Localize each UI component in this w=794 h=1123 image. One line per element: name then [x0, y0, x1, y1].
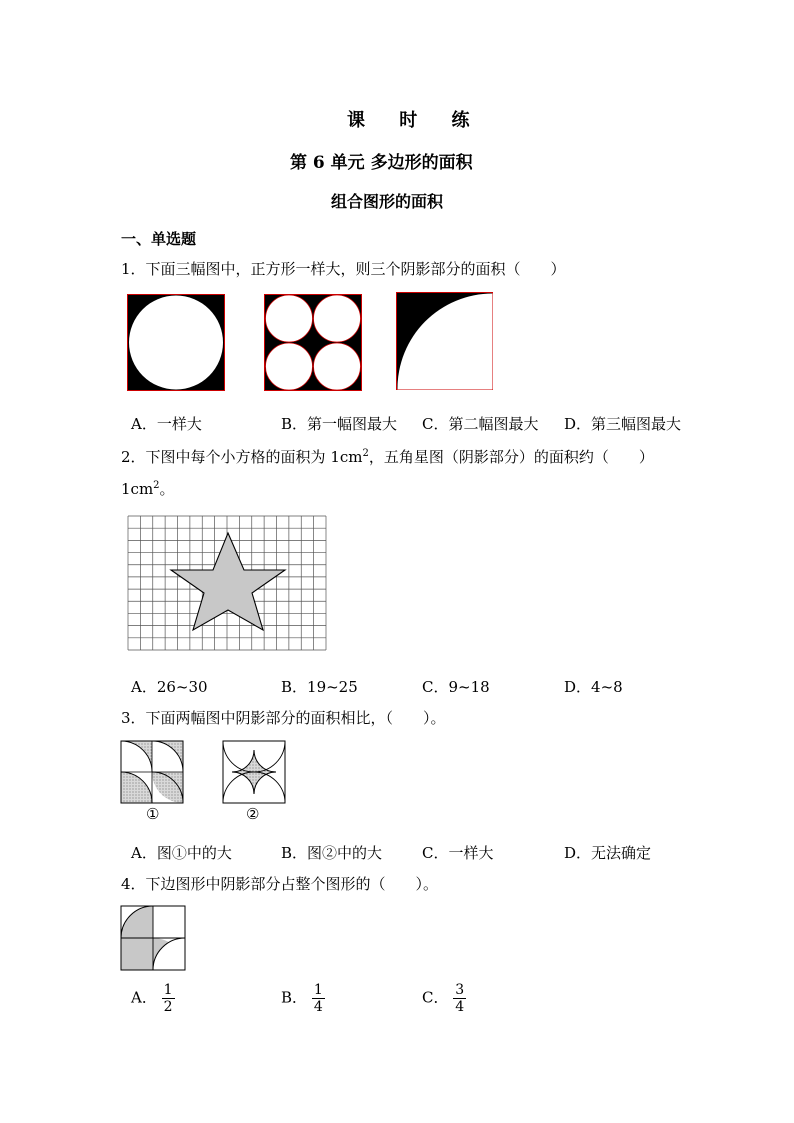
q1-figure-3 — [396, 292, 494, 391]
q1-option-b[interactable]: B．第一幅图最大 — [281, 415, 398, 433]
q3-figure-2 — [222, 740, 286, 804]
numerator: 3 — [455, 982, 465, 998]
question-text-a: 下图中每个小方格的面积为 1cm — [145, 448, 363, 466]
question-number: 3． — [121, 709, 146, 727]
q2-option-c[interactable]: C．9~18 — [422, 678, 490, 696]
q3-option-c[interactable]: C．一样大 — [422, 844, 494, 862]
q3-option-d[interactable]: D．无法确定 — [564, 844, 652, 862]
q3-figure-1 — [120, 740, 184, 804]
lesson-title: 组合图形的面积 — [331, 192, 444, 211]
q4-option-b[interactable] — [281, 982, 325, 1015]
q1-figure-1 — [127, 294, 226, 392]
fraction — [312, 982, 325, 1015]
section-label: 一、单选题 — [121, 230, 197, 248]
q1-option-d[interactable]: D．第三幅图最大 — [564, 415, 682, 433]
question-text: 下面三幅图中，正方形一样大，则三个阴影部分的面积（ ） — [145, 260, 566, 278]
question-text-b: ，五角星图（阴影部分）的面积约（ ） — [368, 448, 654, 466]
fraction — [453, 982, 466, 1015]
denominator: 2 — [163, 999, 173, 1015]
q2-option-a[interactable]: A．26~30 — [131, 678, 208, 696]
figure-label-2: ② — [246, 805, 260, 823]
unit-title: 第 6 单元 多边形的面积 — [290, 153, 473, 173]
q4-figure — [120, 905, 186, 971]
question-number: 1． — [121, 260, 146, 278]
q4-option-c[interactable] — [422, 982, 466, 1015]
question-number: 2． — [121, 448, 146, 466]
numerator: 1 — [163, 982, 173, 998]
q3-option-b[interactable]: B．图②中的大 — [281, 844, 383, 862]
superscript: 2 — [362, 448, 369, 459]
q2-star-grid — [127, 515, 327, 651]
figure-label-1: ① — [146, 805, 160, 823]
denominator: 4 — [313, 999, 323, 1015]
star-shape — [171, 533, 285, 630]
q1-option-a[interactable]: A．一样大 — [131, 415, 202, 433]
unit-text: 1cm — [121, 480, 154, 498]
question-number: 4． — [121, 875, 146, 893]
question-2 — [121, 446, 654, 467]
question-4 — [121, 873, 438, 894]
question-text: 下面两幅图中阴影部分的面积相比，（ ）。 — [145, 709, 446, 727]
q3-option-a[interactable]: A．图①中的大 — [131, 844, 232, 862]
fraction — [162, 982, 175, 1015]
option-letter: A． — [131, 988, 157, 1007]
option-letter: C． — [422, 988, 449, 1007]
page-title: 课 时 练 — [347, 110, 484, 131]
question-3 — [121, 707, 446, 728]
superscript: 2 — [153, 480, 160, 491]
period: 。 — [159, 480, 175, 498]
denominator: 4 — [455, 999, 465, 1015]
option-letter: B． — [281, 988, 308, 1007]
q1-option-c[interactable]: C．第二幅图最大 — [422, 415, 539, 433]
q4-option-a[interactable] — [131, 982, 175, 1015]
q2-option-b[interactable]: B．19~25 — [281, 678, 358, 696]
q2-option-d[interactable]: D．4~8 — [564, 678, 623, 696]
question-text: 下边图形中阴影部分占整个图形的（ ）。 — [145, 875, 439, 893]
numerator: 1 — [313, 982, 323, 998]
question-1 — [121, 258, 566, 279]
q1-figure-2 — [264, 294, 363, 392]
question-2-line2 — [121, 478, 175, 499]
